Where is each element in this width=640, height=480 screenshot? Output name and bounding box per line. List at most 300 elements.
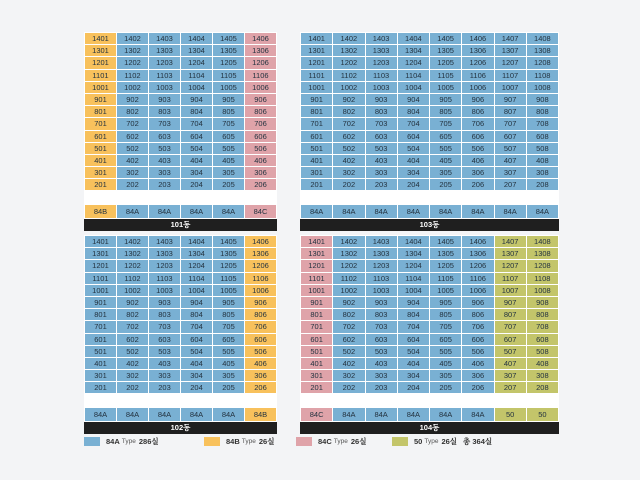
unit-cell: 1301 (85, 248, 117, 260)
unit-cell: 308 (527, 167, 559, 179)
unit-cell: 203 (149, 179, 181, 191)
unit-cell: 601 (85, 334, 117, 346)
building-104 (300, 235, 559, 434)
unit-cell: 1401 (301, 236, 333, 248)
empty-floor-cell (181, 394, 213, 398)
unit-cell: 602 (117, 334, 149, 346)
unit-cell: 1403 (366, 236, 398, 248)
unit-cell: 1205 (213, 57, 245, 69)
type-cell: 84A (430, 205, 462, 219)
unit-cell: 1104 (398, 273, 430, 285)
unit-cell: 1303 (149, 45, 181, 57)
unit-cell: 607 (495, 131, 527, 143)
unit-cell: 702 (117, 321, 149, 333)
unit-cell: 1304 (181, 45, 213, 57)
unit-cell: 606 (245, 334, 277, 346)
type-cell: 84C (245, 205, 277, 219)
unit-cell: 707 (495, 321, 527, 333)
unit-cell: 608 (527, 334, 559, 346)
unit-cell: 1007 (495, 82, 527, 94)
type-cell: 84A (149, 408, 181, 422)
unit-cell: 604 (181, 334, 213, 346)
empty-floor-cell (213, 394, 245, 398)
unit-cell: 906 (462, 94, 494, 106)
unit-cell: 1206 (462, 260, 494, 272)
unit-cell: 703 (366, 118, 398, 130)
unit-cell: 805 (213, 106, 245, 118)
unit-cell: 907 (495, 94, 527, 106)
empty-floor-cell (149, 191, 181, 195)
spacer (84, 195, 277, 205)
unit-cell: 1403 (149, 33, 181, 45)
unit-cell: 801 (85, 309, 117, 321)
unit-cell: 208 (527, 382, 559, 394)
unit-cell: 503 (366, 143, 398, 155)
unit-cell: 204 (181, 179, 213, 191)
unit-cell: 903 (366, 297, 398, 309)
unit-cell: 1205 (430, 57, 462, 69)
unit-cell: 405 (430, 155, 462, 167)
unit-cell: 1406 (245, 33, 277, 45)
type-row (300, 205, 559, 219)
unit-cell: 1301 (301, 45, 333, 57)
unit-cell: 1303 (366, 45, 398, 57)
unit-cell: 406 (245, 358, 277, 370)
unit-cell: 904 (181, 94, 213, 106)
unit-cell: 604 (181, 131, 213, 143)
unit-cell: 1006 (245, 285, 277, 297)
unit-cell: 806 (245, 309, 277, 321)
unit-cell: 702 (333, 321, 365, 333)
unit-cell: 1302 (333, 45, 365, 57)
unit-cell: 1307 (495, 248, 527, 260)
unit-cell: 208 (527, 179, 559, 191)
type-cell: 84A (366, 205, 398, 219)
unit-cell: 705 (213, 321, 245, 333)
unit-cell: 408 (527, 358, 559, 370)
unit-cell: 1406 (462, 33, 494, 45)
unit-cell: 1005 (430, 285, 462, 297)
unit-cell: 1003 (366, 82, 398, 94)
unit-cell: 1305 (213, 248, 245, 260)
unit-cell: 704 (398, 321, 430, 333)
legend-swatch (392, 437, 408, 446)
empty-floor-cell (398, 394, 430, 398)
unit-cell: 907 (495, 297, 527, 309)
spacer (300, 398, 559, 408)
unit-cell: 804 (398, 309, 430, 321)
unit-cell: 302 (117, 370, 149, 382)
unit-cell: 1407 (495, 33, 527, 45)
empty-floor-cell (430, 394, 462, 398)
unit-cell: 201 (301, 382, 333, 394)
unit-cell: 1405 (213, 236, 245, 248)
unit-cell: 306 (462, 370, 494, 382)
legend-code: 50 (414, 437, 423, 446)
unit-cell: 1302 (333, 248, 365, 260)
unit-cell: 902 (117, 297, 149, 309)
unit-cell: 504 (181, 143, 213, 155)
empty-floor-cell (245, 394, 277, 398)
building-102 (84, 235, 277, 434)
unit-cell: 1401 (301, 33, 333, 45)
unit-cell: 405 (213, 155, 245, 167)
unit-cell: 402 (333, 358, 365, 370)
unit-cell: 501 (85, 346, 117, 358)
unit-cell: 205 (430, 382, 462, 394)
unit-cell: 303 (366, 167, 398, 179)
unit-cell: 802 (117, 309, 149, 321)
unit-cell: 1105 (213, 273, 245, 285)
unit-cell: 1208 (527, 260, 559, 272)
unit-cell: 1203 (149, 260, 181, 272)
unit-cell: 1102 (333, 273, 365, 285)
type-cell: 84A (181, 408, 213, 422)
unit-cell: 1306 (245, 45, 277, 57)
unit-cell: 402 (117, 358, 149, 370)
unit-cell: 1305 (213, 45, 245, 57)
unit-cell: 807 (495, 106, 527, 118)
type-cell: 84A (462, 408, 494, 422)
unit-cell: 403 (149, 358, 181, 370)
unit-cell: 803 (149, 309, 181, 321)
unit-cell: 1202 (333, 57, 365, 69)
unit-cell: 603 (366, 131, 398, 143)
unit-cell: 304 (181, 167, 213, 179)
unit-cell: 301 (301, 370, 333, 382)
unit-cell: 504 (181, 346, 213, 358)
building-name: 104동 (300, 422, 559, 434)
type-cell: 84A (213, 408, 245, 422)
unit-cell: 1201 (85, 57, 117, 69)
unit-cell: 1102 (117, 273, 149, 285)
unit-cell: 1408 (527, 236, 559, 248)
unit-cell: 1003 (149, 82, 181, 94)
unit-cell: 608 (527, 131, 559, 143)
unit-cell: 207 (495, 382, 527, 394)
unit-cell: 1305 (430, 248, 462, 260)
legend-swatch (84, 437, 100, 446)
unit-cell: 601 (301, 131, 333, 143)
unit-cell: 1401 (85, 236, 117, 248)
unit-cell: 304 (398, 167, 430, 179)
unit-cell: 1006 (245, 82, 277, 94)
unit-cell: 1001 (85, 82, 117, 94)
unit-cell: 407 (495, 155, 527, 167)
unit-cell: 206 (245, 382, 277, 394)
unit-cell: 1104 (181, 273, 213, 285)
unit-cell: 701 (85, 118, 117, 130)
unit-cell: 1106 (245, 273, 277, 285)
legend-type-word: Type (333, 438, 348, 445)
unit-cell: 706 (245, 321, 277, 333)
legend-count: 286실 (138, 437, 159, 446)
unit-cell: 606 (462, 131, 494, 143)
unit-cell: 401 (85, 155, 117, 167)
unit-cell: 1301 (301, 248, 333, 260)
unit-cell: 804 (181, 106, 213, 118)
type-cell: 84A (117, 408, 149, 422)
unit-cell: 1306 (462, 45, 494, 57)
unit-cell: 903 (149, 297, 181, 309)
type-cell: 84A (366, 408, 398, 422)
unit-cell: 1402 (117, 33, 149, 45)
unit-cell: 1405 (430, 236, 462, 248)
unit-cell: 1101 (85, 273, 117, 285)
unit-cell: 904 (398, 297, 430, 309)
unit-cell: 1302 (117, 45, 149, 57)
unit-cell: 1005 (213, 82, 245, 94)
type-cell: 84A (398, 408, 430, 422)
type-cell: 84B (245, 408, 277, 422)
unit-cell: 704 (181, 321, 213, 333)
unit-cell: 706 (245, 118, 277, 130)
unit-cell: 206 (462, 382, 494, 394)
unit-cell: 804 (398, 106, 430, 118)
unit-cell: 1103 (149, 273, 181, 285)
empty-floor-cell (366, 191, 398, 195)
unit-cell: 905 (430, 94, 462, 106)
unit-cell: 703 (149, 118, 181, 130)
legend-type-word: Type (424, 438, 439, 445)
empty-floor-cell (462, 191, 494, 195)
unit-cell: 202 (333, 382, 365, 394)
unit-cell: 1002 (333, 285, 365, 297)
unit-cell: 401 (301, 358, 333, 370)
unit-cell: 704 (398, 118, 430, 130)
unit-cell: 606 (462, 334, 494, 346)
unit-cell: 402 (333, 155, 365, 167)
unit-cell: 1103 (366, 70, 398, 82)
unit-cell: 605 (213, 131, 245, 143)
unit-cell: 906 (245, 297, 277, 309)
unit-cell: 707 (495, 118, 527, 130)
spacer (300, 195, 559, 205)
unit-cell: 1106 (462, 273, 494, 285)
unit-cell: 705 (430, 118, 462, 130)
unit-cell: 1106 (245, 70, 277, 82)
type-row (300, 408, 559, 422)
unit-cell: 1303 (366, 248, 398, 260)
unit-cell: 1001 (301, 82, 333, 94)
unit-cell: 508 (527, 143, 559, 155)
empty-floor-cell (85, 394, 117, 398)
empty-floor-cell (85, 191, 117, 195)
unit-cell: 1004 (181, 82, 213, 94)
empty-floor-cell (527, 394, 559, 398)
unit-cell: 904 (181, 297, 213, 309)
empty-floor-cell (333, 394, 365, 398)
unit-cell: 404 (398, 155, 430, 167)
unit-cell: 204 (181, 382, 213, 394)
unit-cell: 1108 (527, 70, 559, 82)
unit-cell: 1402 (333, 33, 365, 45)
unit-cell: 801 (301, 309, 333, 321)
unit-cell: 202 (117, 382, 149, 394)
building-101 (84, 32, 277, 231)
unit-cell: 705 (430, 321, 462, 333)
unit-cell: 1006 (462, 82, 494, 94)
empty-floor-cell (149, 394, 181, 398)
unit-cell: 301 (301, 167, 333, 179)
unit-cell: 1408 (527, 33, 559, 45)
unit-cell: 405 (213, 358, 245, 370)
unit-grid (84, 235, 277, 398)
unit-cell: 305 (430, 370, 462, 382)
unit-cell: 201 (301, 179, 333, 191)
unit-cell: 902 (333, 297, 365, 309)
unit-cell: 1302 (117, 248, 149, 260)
unit-cell: 1201 (85, 260, 117, 272)
empty-floor-cell (398, 191, 430, 195)
unit-cell: 505 (213, 346, 245, 358)
type-cell: 84B (85, 205, 117, 219)
unit-cell: 603 (149, 334, 181, 346)
unit-cell: 401 (301, 155, 333, 167)
unit-cell: 901 (85, 94, 117, 106)
unit-cell: 1406 (462, 236, 494, 248)
unit-cell: 404 (181, 155, 213, 167)
type-cell: 84C (301, 408, 333, 422)
unit-cell: 1307 (495, 45, 527, 57)
unit-cell: 404 (398, 358, 430, 370)
unit-cell: 1002 (117, 285, 149, 297)
unit-cell: 502 (333, 143, 365, 155)
unit-cell: 602 (117, 131, 149, 143)
unit-cell: 201 (85, 382, 117, 394)
unit-cell: 305 (213, 167, 245, 179)
unit-cell: 506 (245, 143, 277, 155)
unit-cell: 605 (430, 334, 462, 346)
empty-floor-cell (462, 394, 494, 398)
unit-cell: 701 (85, 321, 117, 333)
unit-cell: 1207 (495, 57, 527, 69)
legend-count: 26실 (258, 437, 275, 446)
unit-cell: 905 (213, 297, 245, 309)
unit-cell: 1001 (85, 285, 117, 297)
unit-cell: 908 (527, 94, 559, 106)
unit-cell: 308 (527, 370, 559, 382)
unit-cell: 407 (495, 358, 527, 370)
unit-cell: 503 (149, 143, 181, 155)
unit-cell: 506 (462, 346, 494, 358)
unit-cell: 1005 (213, 285, 245, 297)
unit-cell: 1301 (85, 45, 117, 57)
unit-cell: 1405 (213, 33, 245, 45)
legend-code: 84C (318, 437, 332, 446)
unit-cell: 505 (430, 346, 462, 358)
building-name: 103동 (300, 219, 559, 231)
empty-floor-cell (301, 394, 333, 398)
unit-cell: 504 (398, 143, 430, 155)
legend-type-word: Type (121, 438, 136, 445)
unit-cell: 606 (245, 131, 277, 143)
legend-item-50 (392, 436, 492, 447)
unit-cell: 1105 (213, 70, 245, 82)
unit-cell: 1107 (495, 273, 527, 285)
type-cell: 84A (85, 408, 117, 422)
empty-floor-cell (117, 394, 149, 398)
unit-cell: 406 (245, 155, 277, 167)
unit-cell: 806 (245, 106, 277, 118)
unit-cell: 901 (301, 297, 333, 309)
unit-cell: 1102 (333, 70, 365, 82)
unit-cell: 602 (333, 334, 365, 346)
unit-cell: 1404 (398, 236, 430, 248)
unit-cell: 803 (366, 106, 398, 118)
unit-cell: 807 (495, 309, 527, 321)
unit-cell: 905 (213, 94, 245, 106)
unit-cell: 403 (366, 155, 398, 167)
unit-cell: 1004 (181, 285, 213, 297)
legend-total: 총 364실 (463, 437, 493, 446)
unit-cell: 801 (85, 106, 117, 118)
legend-code: 84B (226, 437, 240, 446)
legend-count: 26실 (441, 437, 458, 446)
unit-grid (300, 235, 559, 398)
unit-cell: 307 (495, 370, 527, 382)
unit-cell: 401 (85, 358, 117, 370)
unit-cell: 1104 (181, 70, 213, 82)
unit-cell: 806 (462, 106, 494, 118)
unit-cell: 1101 (301, 70, 333, 82)
unit-cell: 507 (495, 143, 527, 155)
unit-cell: 502 (117, 346, 149, 358)
unit-cell: 805 (430, 106, 462, 118)
empty-floor-cell (181, 191, 213, 195)
unit-cell: 1004 (398, 285, 430, 297)
building-name: 102동 (84, 422, 277, 434)
unit-cell: 203 (149, 382, 181, 394)
unit-cell: 1402 (333, 236, 365, 248)
legend-type-word: Type (241, 438, 256, 445)
unit-cell: 905 (430, 297, 462, 309)
unit-cell: 501 (85, 143, 117, 155)
unit-cell: 806 (462, 309, 494, 321)
building-103 (300, 32, 559, 231)
unit-grid (300, 32, 559, 195)
unit-cell: 1203 (366, 57, 398, 69)
unit-cell: 1003 (366, 285, 398, 297)
legend-code: 84A (106, 437, 120, 446)
unit-cell: 1403 (366, 33, 398, 45)
unit-cell: 202 (333, 179, 365, 191)
empty-floor-cell (245, 191, 277, 195)
unit-cell: 808 (527, 106, 559, 118)
empty-floor-cell (333, 191, 365, 195)
unit-cell: 404 (181, 358, 213, 370)
unit-cell: 1003 (149, 285, 181, 297)
unit-cell: 304 (181, 370, 213, 382)
unit-cell: 408 (527, 155, 559, 167)
unit-cell: 702 (117, 118, 149, 130)
unit-cell: 901 (85, 297, 117, 309)
unit-cell: 505 (213, 143, 245, 155)
unit-cell: 1304 (398, 45, 430, 57)
unit-cell: 1002 (117, 82, 149, 94)
unit-cell: 206 (462, 179, 494, 191)
building-name: 101동 (84, 219, 277, 231)
unit-cell: 405 (430, 358, 462, 370)
unit-cell: 1201 (301, 260, 333, 272)
unit-cell: 302 (333, 167, 365, 179)
unit-cell: 1407 (495, 236, 527, 248)
unit-cell: 1403 (149, 236, 181, 248)
unit-cell: 508 (527, 346, 559, 358)
unit-cell: 1103 (366, 273, 398, 285)
unit-cell: 204 (398, 179, 430, 191)
unit-cell: 1008 (527, 285, 559, 297)
